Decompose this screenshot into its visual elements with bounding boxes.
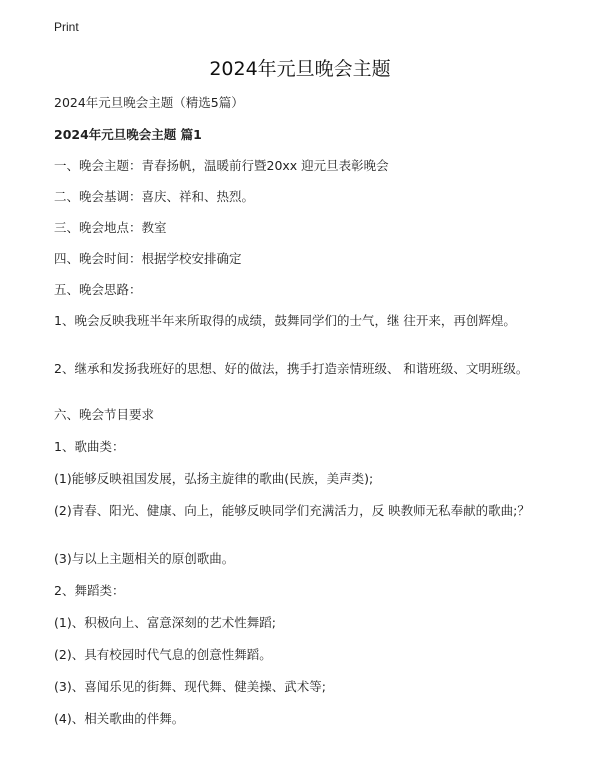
list-item: (1)、积极向上、富意深刻的艺术性舞蹈; xyxy=(54,615,276,630)
list-item: (4)、相关歌曲的伴舞。 xyxy=(54,711,185,726)
list-item: (2)、具有校园时代气息的创意性舞蹈。 xyxy=(54,647,272,662)
list-item: (3)、喜闻乐见的街舞、现代舞、健美操、武术等; xyxy=(54,679,326,694)
paragraph-dance: 2、舞蹈类： xyxy=(54,583,125,598)
print-link[interactable]: Print xyxy=(54,20,79,34)
paragraph-location: 三、晚会地点：教室 xyxy=(54,220,167,235)
document-title: 2024年元旦晚会主题 xyxy=(209,58,391,80)
list-item: (2)青春、阳光、健康、向上，能够反映同学们充满活力，反 映教师无私奉献的歌曲;？ xyxy=(54,503,530,518)
list-item: (1)能够反映祖国发展，弘扬主旋律的歌曲(民族，美声类); xyxy=(54,471,374,486)
paragraph-songs: 1、歌曲类： xyxy=(54,439,125,454)
paragraph-theme: 一、晚会主题：青春扬帆，温暖前行暨20xx 迎元旦表彰晚会 xyxy=(54,158,389,173)
paragraph-idea-1: 1、晚会反映我班半年来所取得的成绩，鼓舞同学们的士气，继 往开来，再创辉煌。 xyxy=(54,313,516,328)
paragraph-tone: 二、晚会基调：喜庆、祥和、热烈。 xyxy=(54,189,255,204)
paragraph-time: 四、晚会时间：根据学校安排确定 xyxy=(54,251,242,266)
list-item: (3)与以上主题相关的原创歌曲。 xyxy=(54,551,235,566)
paragraph-idea-2: 2、继承和发扬我班好的思想、好的做法，携手打造亲情班级、 和谐班级、文明班级。 xyxy=(54,361,529,376)
section-heading: 2024年元旦晚会主题 篇1 xyxy=(54,127,202,142)
paragraph-ideas: 五、晚会思路： xyxy=(54,282,142,297)
subtitle: 2024年元旦晚会主题（精选5篇） xyxy=(54,95,244,110)
paragraph-program-requirements: 六、晚会节目要求 xyxy=(54,407,155,422)
